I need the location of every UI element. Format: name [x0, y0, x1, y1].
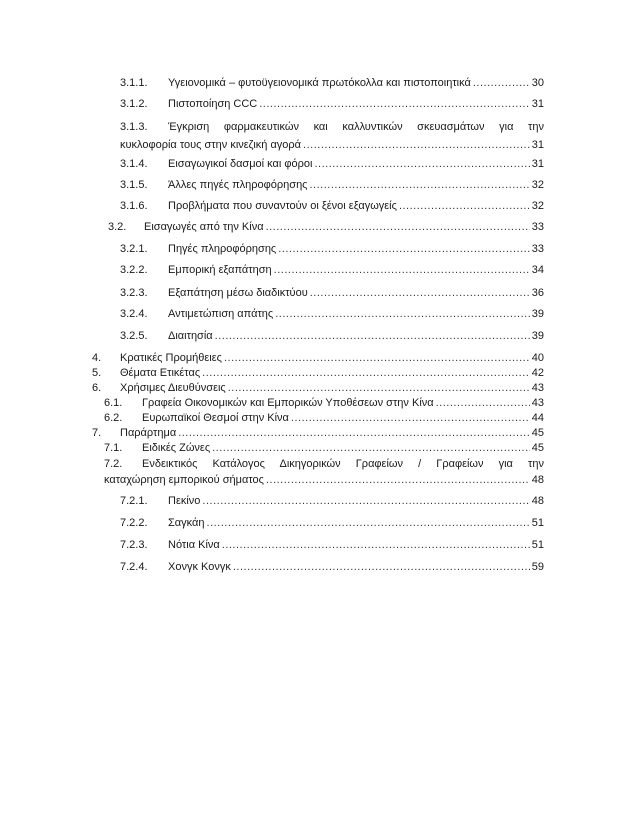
toc-title-line1: Ενδεικτικός Κατάλογος Δικηγορικών Γραφείων / Γραφείων για την — [142, 458, 544, 470]
toc-page: 48 — [531, 495, 544, 507]
toc-page: 32 — [531, 179, 544, 191]
toc-page: 33 — [531, 243, 544, 255]
toc-title: Χρήσιμες Διευθύνσεις — [120, 382, 226, 394]
toc-page: 32 — [531, 200, 544, 212]
toc-title: Αντιμετώπιση απάτης — [168, 308, 274, 320]
toc-title: Διαιτησία — [168, 330, 213, 342]
toc-entry-3-1-2[interactable] — [120, 97, 544, 111]
toc-title: Υγειονομικά – φυτοϋγειονομικά πρωτόκολλα και πιστοποιητικά — [168, 77, 471, 89]
toc-leader — [314, 157, 529, 171]
toc-page: 43 — [531, 382, 544, 394]
toc-entry-3-1-3[interactable] — [120, 120, 544, 152]
toc-leader — [259, 97, 530, 111]
toc-title: Εισαγωγές από την Κίνα — [144, 221, 264, 233]
toc-leader — [178, 426, 530, 440]
toc-entry-3-2-2[interactable] — [120, 263, 544, 277]
toc-entry-6-2[interactable] — [104, 411, 544, 425]
toc-number: 3.2.1. — [120, 243, 148, 255]
toc-title-line1: Έγκριση φαρμακευτικών και καλλυντικών σκευασμάτων για την — [168, 121, 544, 133]
toc-leader — [310, 286, 530, 300]
toc-page: 43 — [531, 397, 544, 409]
toc-number: 3.1.5. — [120, 179, 148, 191]
toc-title: Εμπορική εξαπάτηση — [168, 264, 272, 276]
toc-number: 5. — [92, 367, 102, 379]
toc-entry-6-1[interactable] — [104, 396, 544, 410]
toc-page: 33 — [531, 221, 544, 233]
toc-leader — [274, 263, 530, 277]
toc-number: 3.2.4. — [120, 308, 148, 320]
toc-entry-3-2[interactable] — [108, 220, 544, 234]
toc-title-line2: καταχώρηση εμπορικού σήματος — [104, 474, 264, 486]
toc-page: 39 — [531, 308, 544, 320]
toc-leader — [233, 560, 530, 574]
toc-title: Ειδικές Ζώνες — [142, 442, 211, 454]
toc-number: 3.2.2. — [120, 264, 148, 276]
toc-entry-7-2-3[interactable] — [120, 538, 544, 552]
toc-leader — [473, 76, 530, 90]
toc-leader — [215, 329, 530, 343]
toc-leader — [228, 381, 530, 395]
toc-title: Εξαπάτηση μέσω διαδικτύου — [168, 287, 308, 299]
toc-entry-4[interactable] — [92, 351, 544, 365]
toc-page: 42 — [531, 367, 544, 379]
toc-leader — [303, 138, 530, 152]
toc-page: 59 — [531, 561, 544, 573]
toc-leader — [212, 441, 530, 455]
toc-leader — [291, 411, 530, 425]
toc-entry-7-2-4[interactable] — [120, 560, 544, 574]
toc-number: 6. — [92, 382, 102, 394]
toc-leader — [310, 178, 530, 192]
toc-entry-7-1[interactable] — [104, 441, 544, 455]
toc-entry-3-2-5[interactable] — [120, 329, 544, 343]
toc-page: 31 — [531, 98, 544, 110]
toc-entry-3-1-1[interactable] — [120, 76, 544, 90]
toc-page: 40 — [531, 352, 544, 364]
toc-number: 4. — [92, 352, 102, 364]
toc-page: 31 — [531, 139, 544, 151]
toc-entry-3-2-4[interactable] — [120, 307, 544, 321]
toc-number: 3.1.6. — [120, 200, 148, 212]
toc-page: 30 — [531, 77, 544, 89]
toc-number: 7.1. — [104, 442, 123, 454]
toc-leader — [224, 351, 530, 365]
toc-page: 34 — [531, 264, 544, 276]
toc-title: Ευρωπαϊκοί Θεσμοί στην Κίνα — [142, 412, 289, 424]
toc-leader — [202, 366, 530, 380]
toc-leader — [266, 473, 530, 487]
toc-title-line2: κυκλοφορία τους στην κινεζική αγορά — [120, 139, 302, 151]
toc-number: 3.1.2. — [120, 98, 148, 110]
toc-title: Προβλήματα που συναντούν οι ξένοι εξαγωγείς — [168, 200, 397, 212]
toc-title: Παράρτημα — [120, 427, 177, 439]
toc-entry-7-2-1[interactable] — [120, 494, 544, 508]
toc-title: Εισαγωγικοί δασμοί και φόροι — [168, 158, 313, 170]
toc-entry-3-2-1[interactable] — [120, 242, 544, 256]
toc-number: 3.2. — [108, 221, 127, 233]
toc-number: 7. — [92, 427, 102, 439]
toc-page: 45 — [531, 427, 544, 439]
toc-page: 51 — [531, 517, 544, 529]
toc-leader — [275, 307, 530, 321]
toc-page: 51 — [531, 539, 544, 551]
toc-page: 39 — [531, 330, 544, 342]
toc-leader — [207, 516, 530, 530]
toc-title: Πηγές πληροφόρησης — [168, 243, 277, 255]
toc-page: 31 — [531, 158, 544, 170]
toc-entry-5[interactable] — [92, 366, 544, 380]
toc-title: Πιστοποίηση CCC — [168, 98, 258, 110]
toc-entry-3-1-4[interactable] — [120, 157, 544, 171]
toc-title: Σαγκάη — [168, 517, 205, 529]
toc-title: Άλλες πηγές πληροφόρησης — [168, 179, 308, 191]
toc-page: 44 — [531, 412, 544, 424]
toc-number: 7.2.4. — [120, 561, 148, 573]
toc-entry-7[interactable] — [92, 426, 544, 440]
toc-title: Πεκίνο — [168, 495, 201, 507]
toc-title: Χονγκ Κονγκ — [168, 561, 231, 573]
toc-page: 45 — [531, 442, 544, 454]
toc-number: 7.2. — [104, 458, 123, 470]
toc-entry-3-1-5[interactable] — [120, 178, 544, 192]
toc-entry-3-2-3[interactable] — [120, 286, 544, 300]
toc-number: 7.2.2. — [120, 517, 148, 529]
toc-title: Νότια Κίνα — [168, 539, 220, 551]
toc-number: 7.2.1. — [120, 495, 148, 507]
toc-leader — [399, 199, 530, 213]
toc-number: 3.1.1. — [120, 77, 148, 89]
toc-number: 6.1. — [104, 397, 123, 409]
toc-entry-3-1-6[interactable] — [120, 199, 544, 213]
toc-number: 6.2. — [104, 412, 123, 424]
toc-leader — [278, 242, 530, 256]
toc-entry-7-2-2[interactable] — [120, 516, 544, 530]
toc-leader — [266, 220, 530, 234]
toc-entry-6[interactable] — [92, 381, 544, 395]
toc-page: 48 — [531, 474, 544, 486]
toc-title: Κρατικές Προμήθειες — [120, 352, 222, 364]
toc-leader — [436, 396, 530, 410]
toc-leader — [222, 538, 530, 552]
toc-title: Θέματα Ετικέτας — [120, 367, 201, 379]
toc-entry-7-2[interactable] — [104, 457, 544, 487]
toc-title: Γραφεία Οικονομικών και Εμπορικών Υποθέσεων στην Κίνα — [142, 397, 434, 409]
toc-number: 3.2.5. — [120, 330, 148, 342]
toc-number: 3.2.3. — [120, 287, 148, 299]
toc-page: 36 — [531, 287, 544, 299]
toc-number: 3.1.3. — [120, 121, 148, 133]
toc-number: 3.1.4. — [120, 158, 148, 170]
toc-number: 7.2.3. — [120, 539, 148, 551]
toc-leader — [202, 494, 529, 508]
